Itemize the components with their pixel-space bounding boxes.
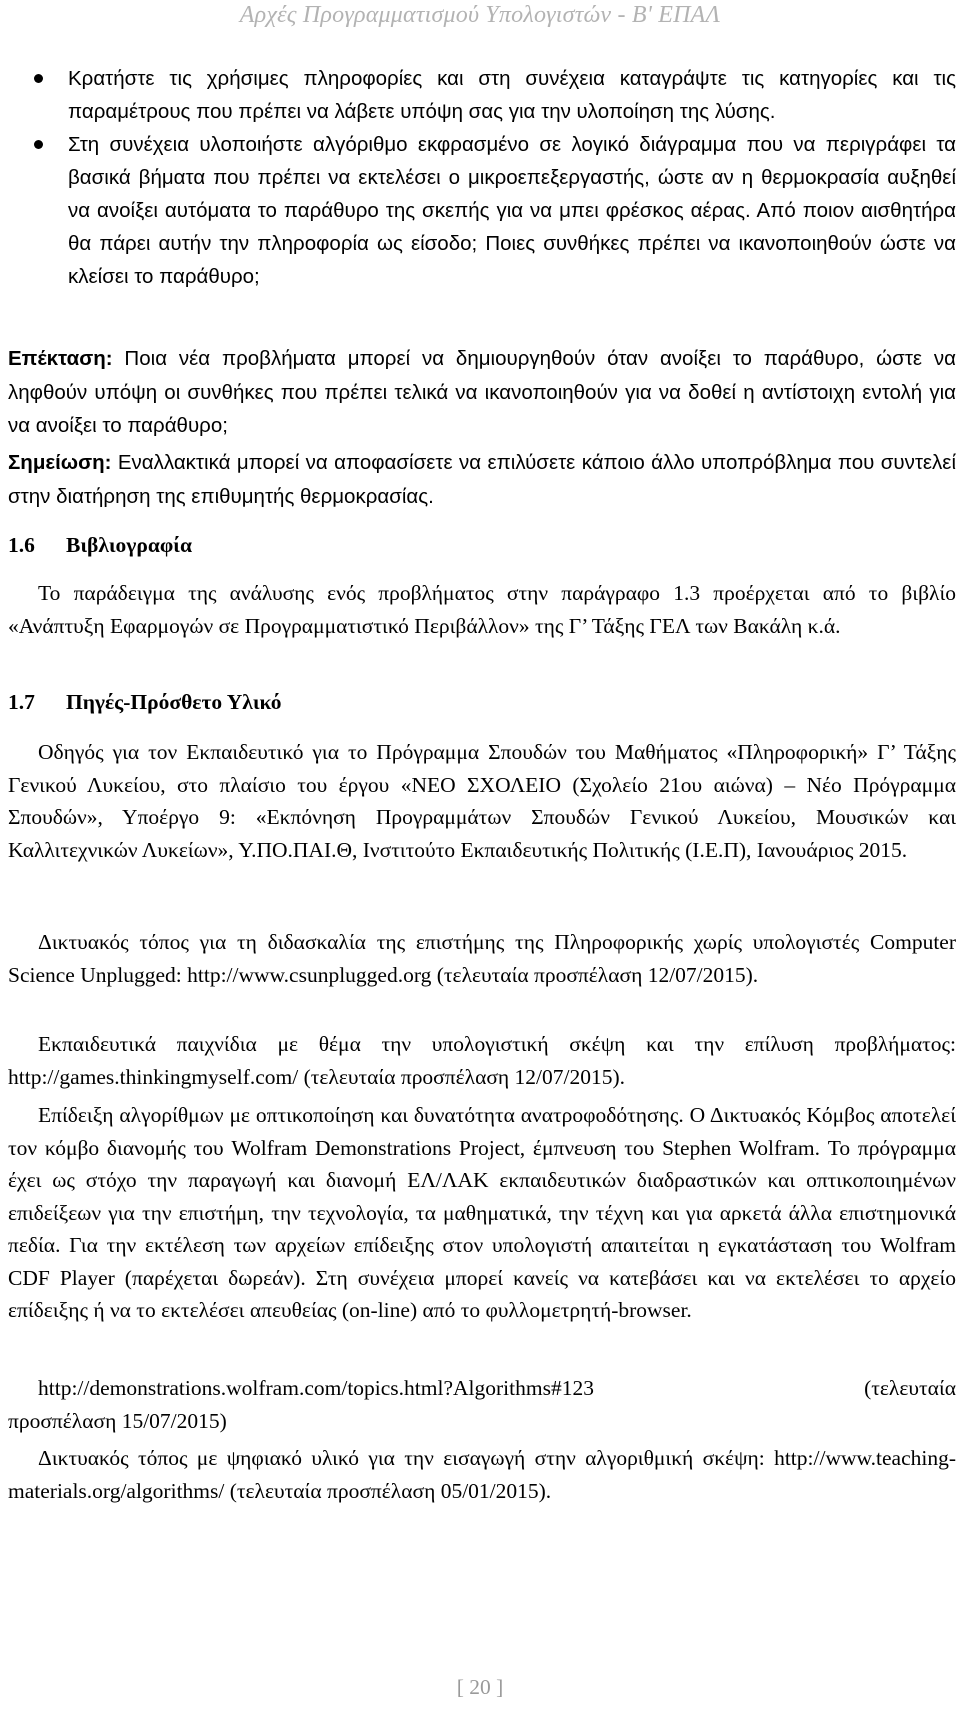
section-title: Πηγές-Πρόσθετο Υλικό — [66, 690, 282, 714]
section-heading-1-6 — [8, 533, 192, 558]
bibliography-paragraph: Το παράδειγμα της ανάλυσης ενός προβλήματος στην παράγραφο 1.3 προέρχεται από το βιβλίο «Ανάπτυξη Εφαρμογών σε Προγραμματιστικό Περιβάλλον» της Γ’ Τάξης ΓΕΛ των Βακάλη κ.ά. — [8, 581, 956, 638]
task-bullet-list — [8, 62, 956, 293]
bullet-icon — [34, 140, 43, 149]
section-title: Βιβλιογραφία — [66, 533, 192, 557]
section-number: 1.7 — [8, 690, 35, 714]
bullet-icon — [34, 74, 43, 83]
extension-label: Επέκταση: — [8, 347, 113, 370]
source-paragraph-teacher-guide: Οδηγός για τον Εκπαιδευτικό για το Πρόγραμμα Σπουδών του Μαθήματος «Πληροφορική» Γ’ Τάξης Γενικού Λυκείου, στο πλαίσιο του έργου «ΝΕΟ ΣΧΟΛΕΙΟ (Σχολείο 21ου αιώνα) – Νέο Πρόγραμμα Σπουδών», Υποέργο 9: «Εκπόνηση Προγραμμάτων Σπουδών Γενικού Λυκείου, Μουσικών και Καλλιτεχνικών Λυκείων», Υ.ΠΟ.ΠΑΙ.Θ, Ινστιτούτο Εκπαιδευτικής Πολιτικής (Ι.Ε.Π), Ιανουάριος 2015. — [8, 740, 956, 862]
wolfram-link-block — [8, 1372, 956, 1437]
wolfram-access-date: προσπέλαση 15/07/2015) — [8, 1408, 227, 1433]
page-number: [ 20 ] — [456, 1675, 504, 1699]
bullet-text: Κρατήστε τις χρήσιμες πληροφορίες και στη συνέχεια καταγράψτε τις κατηγορίες και τις παραμέτρους που πρέπει να λάβετε υπόψη σας για την υλοποίηση της λύσης. — [68, 67, 956, 123]
wolfram-url-link[interactable]: http://demonstrations.wolfram.com/topics.html?Algorithms#123 — [38, 1376, 594, 1400]
source-paragraph-teaching-materials: Δικτυακός τόπος με ψηφιακό υλικό για την εισαγωγή στην αλγοριθμική σκέψη: http://www.teaching-materials.org/algorithms/ (τελευταία προσπέλαση 05/01/2015). — [8, 1446, 956, 1503]
wolfram-access-label: (τελευταία — [864, 1376, 956, 1400]
note-paragraph — [8, 446, 956, 513]
note-label: Σημείωση: — [8, 451, 112, 474]
bullet-item — [8, 128, 956, 293]
extension-text: Ποια νέα προβλήματα μπορεί να δημιουργηθούν όταν ανοίξει το παράθυρο, ώστε να ληφθούν υπόψη οι συνθήκες που πρέπει τελικά να ικανοποιηθούν για να δοθεί η αντίστοιχη εντολή για να ανοίξει το παράθυρο; — [8, 347, 956, 437]
wolfram-link-row — [8, 1372, 956, 1405]
source-paragraph-wolfram: Επίδειξη αλγορίθμων με οπτικοποίηση και δυνατότητα ανατροφοδότησης. Ο Δικτυακός Κόμβος αποτελεί τον κόμβο διανομής του Wolfram Demonstrations Project, έμπνευση του Stephen Wolfram. Το πρόγραμμα έχει ως στόχο την παραγωγή και διανομή ΕΛ/ΛΑΚ εκπαιδευτικών διαδραστικών και οπτικοποιημένων επιδείξεων για την επιστήμη, την τεχνολογία, τα μαθηματικά, την τέχνη και για αρκετά άλλα επιστημονικά πεδία. Για την εκτέλεση των αρχείων επίδειξης στον υπολογιστή απαιτείται η εγκατάσταση του Wolfram CDF Player (παρέχεται δωρεάν). Στη συνέχεια μπορεί κανείς να κατεβάσει και να εκτελέσει το αρχείο επίδειξης ή να το εκτελέσει απευθείας (on-line) από το φυλλομετρητή-browser. — [8, 1103, 956, 1322]
source-paragraph-unplugged: Δικτυακός τόπος για τη διδασκαλία της επιστήμης της Πληροφορικής χωρίς υπολογιστές Computer Science Unplugged: http://www.csunplugged.org (τελευταία προσπέλαση 12/07/2015). — [8, 930, 956, 987]
bullet-item — [8, 62, 956, 128]
section-heading-1-7 — [8, 690, 282, 715]
source-paragraph-games: Εκπαιδευτικά παιχνίδια με θέμα την υπολογιστική σκέψη και την επίλυση προβλήματος: http://games.thinkingmyself.com/ (τελευταία προσπέλαση 12/07/2015). — [8, 1032, 956, 1089]
running-header: Αρχές Προγραμματισμού Υπολογιστών - Β' ΕΠΑΛ — [239, 2, 721, 28]
extension-paragraph — [8, 342, 956, 443]
note-text: Εναλλακτικά μπορεί να αποφασίσετε να επιλύσετε κάποιο άλλο υποπρόβλημα που συντελεί στην διατήρηση της επιθυμητής θερμοκρασίας. — [8, 451, 956, 508]
section-number: 1.6 — [8, 533, 35, 557]
bullet-text-continued: Από ποιον αισθητήρα θα πάρει αυτήν την πληροφορία ως είσοδο; Ποιες συνθήκες πρέπει να ικανοποιηθούν ώστε να κλείσει το παράθυρο; — [68, 199, 956, 288]
bullet-text: Στη συνέχεια υλοποιήστε αλγόριθμο εκφρασμένο σε λογικό διάγραμμα που να περιγράφει τα βασικά βήματα που πρέπει να εκτελέσει ο μικροεπεξεργαστής, ώστε αν η θερμοκρασία αυξηθεί να ανοίξει αυτόματα το παράθυρο της σκεπής για να μπει φρέσκος αέρας. — [68, 133, 956, 222]
